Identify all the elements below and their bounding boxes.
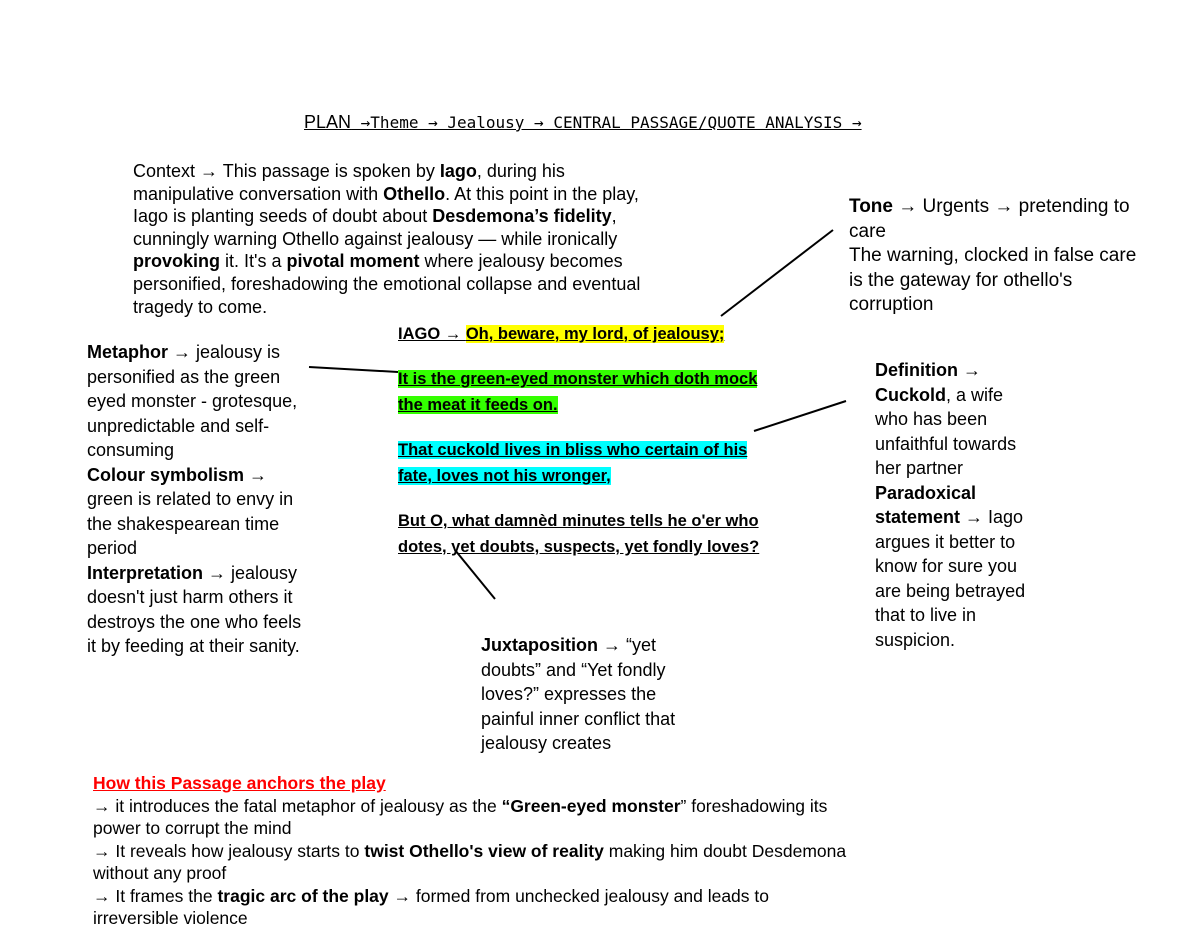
metaphor-label: Metaphor: [87, 342, 168, 362]
quote-speaker: IAGO →: [398, 325, 466, 343]
interpretation-text: → jealousy doesn't just harm others it destroys the one who feels it by feeding at their sanity.: [87, 562, 302, 656]
context-text: , during his manipulative conversation with: [133, 161, 565, 204]
definition-label: Definition →: [875, 360, 981, 380]
context-bold-fidelity: Desdemona’s fidelity: [432, 206, 612, 227]
context-bold-provoking: provoking: [133, 251, 221, 272]
context-bold-othello: Othello: [383, 183, 446, 204]
tone-connector-line: [721, 230, 833, 316]
metaphor-text: → jealousy is personified as the green eyed monster - grotesque, unpredictable and self-consuming: [87, 342, 298, 460]
juxtaposition-note: [481, 633, 696, 756]
context-paragraph: [133, 160, 663, 318]
definition-term: Cuckold: [875, 384, 947, 405]
context-bold-pivotal: pivotal moment: [286, 251, 420, 272]
context-text: it. It's a: [220, 251, 287, 272]
anchor-bold: “Green-eyed monster: [501, 795, 681, 816]
title-plan: PLAN: [304, 112, 352, 132]
colour-symbolism-text: → green is related to envy in the shakespearean time period: [87, 464, 294, 558]
context-text: where jealousy becomes personified, foreshadowing the emotional collapse and eventual tragedy to come.: [133, 251, 641, 317]
definition-text: , a wife who has been unfaithful towards her partner: [875, 384, 1017, 478]
anchor-heading: How this Passage anchors the play: [93, 773, 386, 793]
anchor-text: → It frames the: [93, 885, 218, 906]
colour-symbolism-label: Colour symbolism: [87, 464, 245, 485]
tone-label: Tone: [849, 196, 893, 217]
definition-note: [875, 358, 1040, 652]
metaphor-connector-line: [309, 367, 398, 372]
anchor-text: making him doubt Desdemona without any proof: [93, 840, 847, 883]
quote-highlight-yellow: Oh, beware, my lord, of jealousy;: [465, 325, 725, 343]
metaphor-note: [87, 340, 312, 659]
title-rest: →Theme → Jealousy → CENTRAL PASSAGE/QUOTE ANALYSIS →: [351, 113, 862, 132]
anchor-text: ” foreshadowing its power to corrupt the mind: [93, 795, 828, 838]
anchor-text: → It reveals how jealousy starts to: [93, 840, 365, 861]
paradox-label: Paradoxical statement: [875, 482, 977, 527]
context-bold-iago: Iago: [439, 161, 477, 181]
paradox-text: → Iago argues it better to know for sure you are being betrayed that to live in suspicion.: [875, 507, 1026, 650]
quote-line-2: [398, 366, 768, 418]
anchor-text: → it introduces the fatal metaphor of jealousy as the: [93, 795, 502, 816]
quote-line-1: [398, 321, 768, 347]
tone-text-2: The warning, clocked in false care is the gateway for othello's corruption: [849, 245, 1137, 315]
page-title: [304, 111, 862, 134]
quote-highlight-green: It is the green-eyed monster which doth mock the meat it feeds on.: [398, 370, 758, 414]
tone-text: → Urgents → pretending to care: [849, 196, 1130, 242]
context-text: Context → This passage is spoken by: [133, 161, 440, 181]
quote-line-4: [398, 508, 768, 560]
context-text: , cunningly warning Othello against jealousy — while ironically: [133, 206, 618, 249]
anchor-text: → formed from unchecked jealousy and leads to irreversible violence: [93, 885, 769, 928]
quote-highlight-cyan: That cuckold lives in bliss who certain of his fate, loves not his wronger,: [398, 441, 748, 485]
tone-note: [849, 195, 1149, 318]
juxtaposition-label: Juxtaposition: [481, 635, 599, 655]
anchor-bold: twist Othello's view of reality: [364, 840, 604, 861]
juxtaposition-text: → “yet doubts” and “Yet fondly loves?” expresses the painful inner conflict that jealousy creates: [481, 635, 676, 753]
interpretation-label: Interpretation: [87, 562, 204, 583]
quote-text: But O, what damnèd minutes tells he o'er who dotes, yet doubts, suspects, yet fondly loves?: [398, 512, 760, 556]
anchor-section: [93, 772, 853, 930]
anchor-bold: tragic arc of the play: [217, 885, 389, 906]
quote-line-3: [398, 437, 768, 489]
context-text: . At this point in the play, Iago is planting seeds of doubt about: [133, 183, 639, 227]
